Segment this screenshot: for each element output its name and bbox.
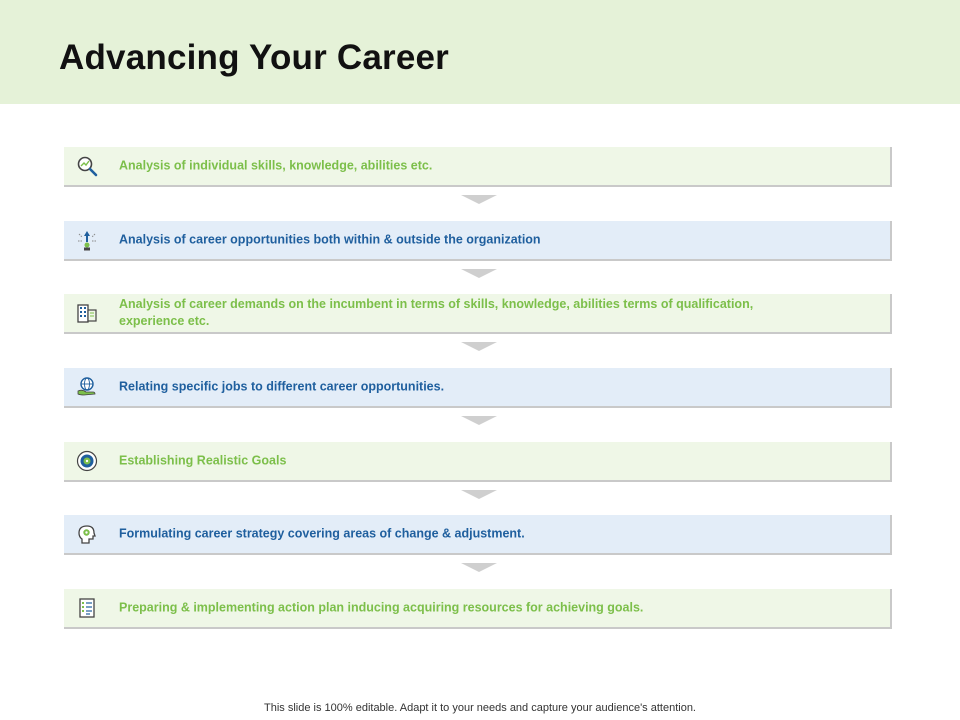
building-document-icon: [76, 302, 98, 324]
step-2: [64, 221, 892, 261]
step-7: [64, 589, 892, 629]
flow-arrow-3: [461, 342, 497, 351]
step-4: [64, 368, 892, 408]
flow-arrow-2: [461, 269, 497, 278]
step-label: Preparing & implementing action plan inducing acquiring resources for achieving goals.: [119, 600, 644, 615]
target-icon: [76, 450, 98, 472]
page-title: Advancing Your Career: [59, 38, 449, 77]
flow-arrow-5: [461, 490, 497, 499]
step-label: Formulating career strategy covering areas of change & adjustment.: [119, 526, 525, 541]
head-gear-icon: [76, 523, 98, 545]
step-label: Establishing Realistic Goals: [119, 453, 287, 468]
step-label: Analysis of individual skills, knowledge, abilities etc.: [119, 158, 433, 173]
flow-arrow-1: [461, 195, 497, 204]
career-opportunity-icon: [76, 229, 98, 251]
magnifier-chart-icon: [76, 155, 98, 177]
step-1: [64, 147, 892, 187]
step-5: [64, 442, 892, 482]
step-label: Relating specific jobs to different career opportunities.: [119, 379, 445, 394]
globe-hand-icon: [76, 376, 98, 398]
footer-note: This slide is 100% editable. Adapt it to your needs and capture your audience's attention.: [264, 702, 696, 714]
checklist-icon: [76, 597, 98, 619]
flow-arrow-6: [461, 563, 497, 572]
step-3: [64, 294, 892, 334]
step-6: [64, 515, 892, 555]
step-label: Analysis of career opportunities both within & outside the organization: [119, 232, 541, 247]
step-label: Analysis of career demands on the incumbent in terms of skills, knowledge, abilities terms of qualification, experience etc.: [119, 297, 754, 328]
flow-arrow-4: [461, 416, 497, 425]
